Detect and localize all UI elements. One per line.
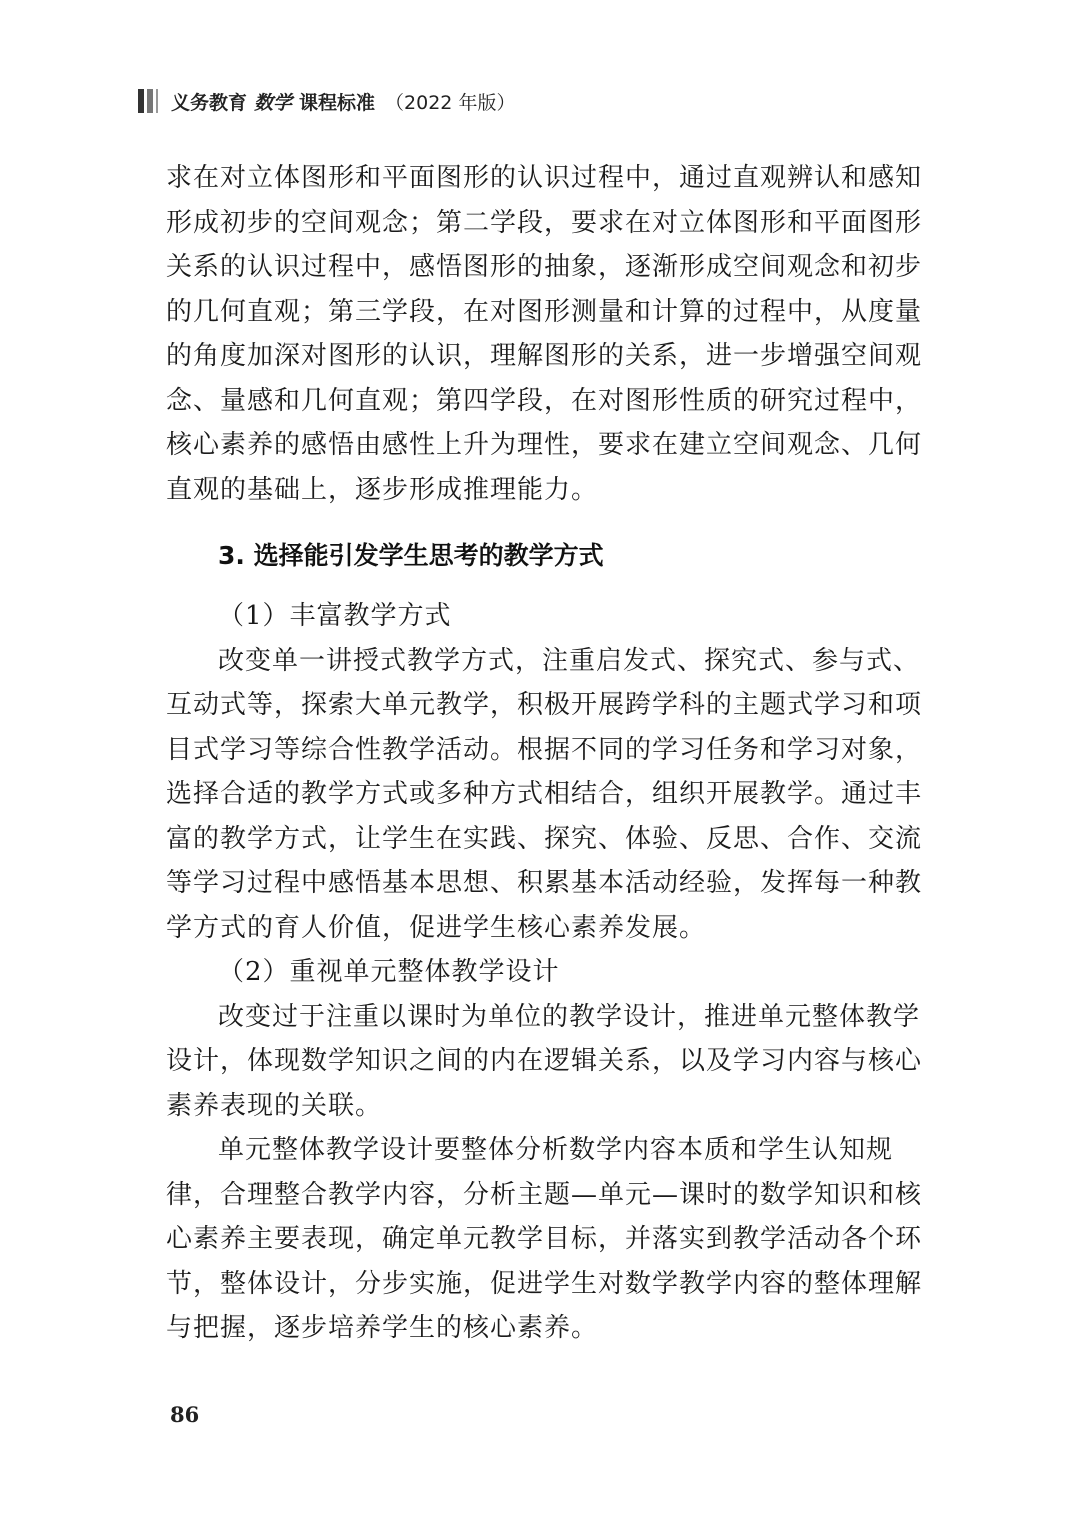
subsection2-title: （2）重视单元整体教学设计 — [218, 957, 560, 987]
running-head-subject: 数学 — [254, 91, 293, 114]
subsection1-title: （1）丰富教学方式 — [218, 601, 452, 631]
subsection1-paragraph: 改变单一讲授式教学方式，注重启发式、探究式、参与式、互动式等，探索大单元教学，积极开展跨学科的主题式学习和项目式学习等综合性教学活动。根据不同的学习任务和学习对象，选择合适的教学方式或多种方式相结合，组织开展教学。通过丰富的教学方式，让学生在实践、探究、体验、反思、合作、交流等学习过程中感悟基本思想、积累基本活动经验，发挥每一种教学方式的育人价值，促进学生核心素养发展。 — [166, 645, 923, 943]
running-head — [138, 84, 515, 118]
header-bars-icon — [138, 89, 161, 113]
running-head-edition: （2022 年版） — [385, 91, 516, 114]
body-section — [166, 594, 926, 1351]
intro-section — [166, 156, 926, 512]
page-number: 86 — [170, 1402, 200, 1427]
running-head-title: 课程标准 — [299, 91, 376, 114]
intro-paragraph: 求在对立体图形和平面图形的认识过程中，通过直观辨认和感知形成初步的空间观念；第二学段，要求在对立体图形和平面图形关系的认识过程中，感悟图形的抽象，逐渐形成空间观念和初步的几何直观；第三学段，在对图形测量和计算的过程中，从度量的角度加深对图形的认识，理解图形的关系，进一步增强空间观念、量感和几何直观；第四学段，在对图形性质的研究过程中，核心素养的感悟由感性上升为理性，要求在建立空间观念、几何直观的基础上，逐步形成推理能力。 — [166, 163, 923, 505]
subsection2-paragraph1: 改变过于注重以课时为单位的教学设计，推进单元整体教学设计，体现数学知识之间的内在逻辑关系，以及学习内容与核心素养表现的关联。 — [166, 1001, 923, 1121]
section-heading: 3. 选择能引发学生思考的教学方式 — [218, 541, 604, 570]
subsection2-paragraph2: 单元整体教学设计要整体分析数学内容本质和学生认知规律，合理整合教学内容，分析主题—单元—课时的数学知识和核心素养主要表现，确定单元教学目标，并落实到教学活动各个环节，整体设计，分步实施，促进学生对数学教学内容的整体理解与把握，逐步培养学生的核心素养。 — [166, 1135, 923, 1343]
running-head-series: 义务教育 — [171, 91, 248, 114]
